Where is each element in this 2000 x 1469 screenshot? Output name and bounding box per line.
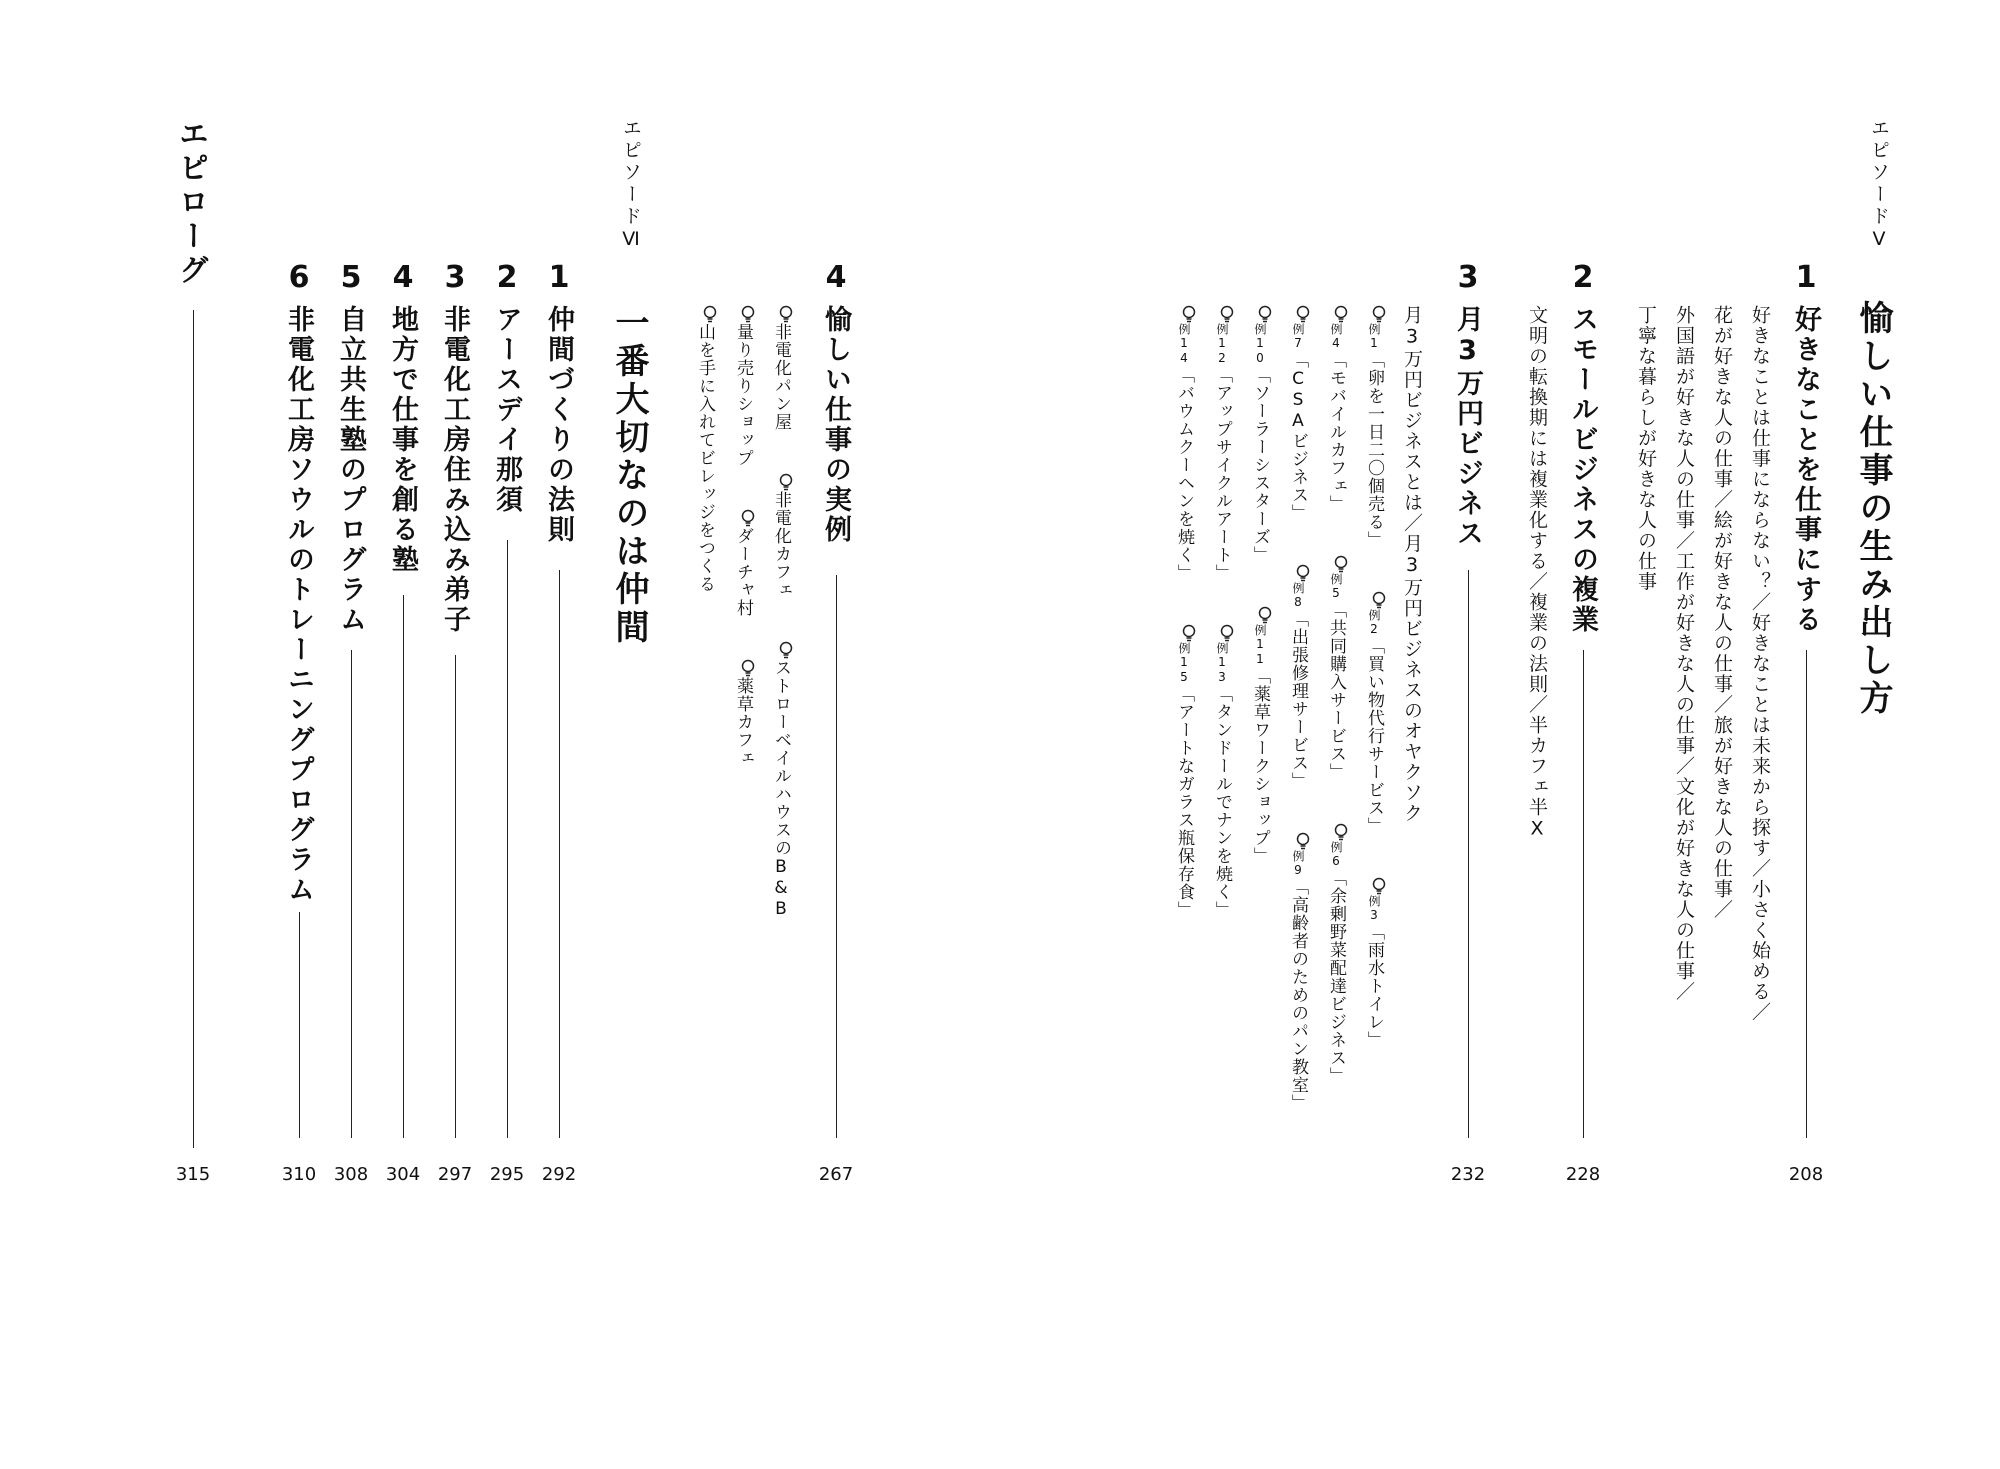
example-title: 「モバイルカフェ」 [1326, 351, 1346, 513]
ch2-line-1: 文明の転換期には複業化する／複業の法則／半カフェ半X [1526, 305, 1548, 841]
example-number: 例15 [1177, 642, 1191, 685]
example-title: 「余剰野菜配達ビジネス」 [1326, 869, 1346, 1085]
ep6-ch6-leader-line [299, 912, 300, 1138]
case-item [771, 641, 791, 920]
case-item [771, 305, 791, 431]
case-item-label: ダーチャ村 [733, 527, 753, 617]
ch1-line-4: 丁寧な暮らしが好きな人の仕事 [1635, 305, 1657, 592]
example-number: 例5 [1329, 573, 1343, 601]
example-1 [1364, 305, 1384, 549]
case-item [771, 473, 791, 599]
example-6 [1326, 823, 1346, 1085]
example-14 [1174, 305, 1194, 582]
ch3-page: 232 [1450, 1164, 1486, 1185]
ch2-title: スモールビジネスの複業 [1567, 305, 1598, 635]
ep6-ch4-leader-line [403, 595, 404, 1138]
lightbulb-icon [702, 305, 718, 323]
example-title: 「出張修理サービス」 [1288, 610, 1308, 790]
ch3-examples-col-6 [1175, 305, 1197, 919]
ep6-ch6-page: 310 [281, 1164, 317, 1185]
episode-6-label: エピソードⅥ [620, 118, 642, 253]
ch3-examples-col-4 [1251, 305, 1273, 865]
example-12 [1212, 305, 1232, 582]
lightbulb-icon [778, 305, 794, 323]
example-title: 「アップサイクルアート」 [1212, 366, 1232, 582]
episode-6-title: 一番大切なのは仲間 [609, 305, 649, 647]
lightbulb-icon [1181, 305, 1197, 323]
example-number: 例7 [1291, 323, 1305, 351]
example-number: 例2 [1367, 609, 1381, 637]
ep6-ch1-page: 292 [541, 1164, 577, 1185]
ep6-ch1-number: 1 [548, 260, 570, 295]
ep6-ch5-title: 自立共生塾のプログラム [335, 305, 366, 635]
example-title: 「タンドールでナンを焼く」 [1212, 685, 1232, 919]
example-title: 「買い物代行サービス」 [1364, 637, 1384, 835]
example-number: 例3 [1367, 895, 1381, 923]
ep6-ch3-leader-line [455, 655, 456, 1138]
ch4-leader-line [836, 575, 837, 1138]
ch4-items-col-3 [696, 305, 718, 593]
example-number: 例4 [1329, 323, 1343, 351]
ch4-page: 267 [818, 1164, 854, 1185]
ch4-title: 愉しい仕事の実例 [820, 305, 851, 545]
ch1-title: 好きなことを仕事にする [1790, 305, 1821, 635]
ep6-ch5-page: 308 [333, 1164, 369, 1185]
example-number: 例14 [1177, 323, 1191, 366]
example-title: 「共同購入サービス」 [1326, 601, 1346, 781]
lightbulb-icon [740, 509, 756, 527]
ch3-examples-col-5 [1213, 305, 1235, 919]
epilogue-title: エピローグ [173, 118, 208, 288]
ch1-leader-line [1806, 650, 1807, 1138]
ch1-line-2: 花が好きな人の仕事／絵が好きな人の仕事／旅が好きな人の仕事／ [1711, 305, 1733, 920]
example-number: 例8 [1291, 582, 1305, 610]
example-title: 「薬草ワークショップ」 [1250, 667, 1270, 865]
example-title: 「ソーラーシスターズ」 [1250, 366, 1270, 564]
ch3-leader-line [1468, 570, 1469, 1138]
epilogue-page: 315 [175, 1164, 211, 1185]
ch1-line-1: 好きなことは仕事にならない？／好きなことは未来から探す／小さく始める／ [1749, 305, 1771, 1023]
lightbulb-icon [1333, 555, 1349, 573]
ch3-title: 月3万円ビジネス [1452, 305, 1483, 549]
example-title: 「雨水トイレ」 [1364, 923, 1384, 1049]
epilogue-leader-line [193, 310, 194, 1148]
ep6-ch4-title: 地方で仕事を創る塾 [387, 305, 418, 575]
case-item-label: 山を手に入れてビレッジをつくる [695, 323, 715, 593]
episode-5-title: 愉しい仕事の生み出し方 [1853, 300, 1893, 718]
ch3-examples-col-2 [1327, 305, 1349, 1085]
ch2-number: 2 [1572, 260, 1594, 295]
lightbulb-icon [1371, 305, 1387, 323]
ep6-ch3-number: 3 [444, 260, 466, 295]
lightbulb-icon [1333, 823, 1349, 841]
ep6-ch1-title: 仲間づくりの法則 [543, 305, 574, 545]
lightbulb-icon [1295, 305, 1311, 323]
ep6-ch5-leader-line [351, 650, 352, 1138]
example-number: 例9 [1291, 850, 1305, 878]
example-2 [1364, 591, 1384, 835]
ep6-ch6-title: 非電化工房ソウルのトレーニングプログラム [283, 305, 314, 905]
ch4-items-col-2 [734, 305, 756, 767]
ch1-number: 1 [1795, 260, 1817, 295]
example-title: 「アートなガラス瓶保存食」 [1174, 685, 1194, 919]
ep6-ch4-page: 304 [385, 1164, 421, 1185]
ch3-intro: 月3万円ビジネスとは／月3万円ビジネスのオヤクソク [1401, 305, 1423, 824]
ch2-leader-line [1583, 650, 1584, 1138]
lightbulb-icon [1371, 591, 1387, 609]
case-item [695, 305, 715, 593]
case-item [733, 305, 753, 467]
ch3-number: 3 [1457, 260, 1479, 295]
ep6-ch3-title: 非電化工房住み込み弟子 [439, 305, 470, 635]
ep6-ch1-leader-line [559, 570, 560, 1138]
example-9 [1288, 832, 1308, 1112]
lightbulb-icon [778, 641, 794, 659]
lightbulb-icon [1371, 877, 1387, 895]
ep6-ch2-title: アースデイ那須 [491, 305, 522, 515]
example-15 [1174, 624, 1194, 919]
episode-5-label: エピソードⅤ [1868, 118, 1890, 253]
ep6-ch6-number: 6 [288, 260, 310, 295]
ch3-examples-col-1 [1365, 305, 1387, 1049]
case-item-label: ストローベイルハウスのB&B [771, 659, 791, 920]
lightbulb-icon [1295, 564, 1311, 582]
example-3 [1364, 877, 1384, 1049]
example-number: 例1 [1367, 323, 1381, 351]
ch1-line-3: 外国語が好きな人の仕事／工作が好きな人の仕事／文化が好きな人の仕事／ [1673, 305, 1695, 1002]
ep6-ch2-leader-line [507, 540, 508, 1138]
case-item [733, 659, 753, 767]
case-item-label: 非電化カフェ [771, 491, 791, 599]
ep6-ch2-page: 295 [489, 1164, 525, 1185]
ep6-ch3-page: 297 [437, 1164, 473, 1185]
example-4 [1326, 305, 1346, 513]
example-7 [1288, 305, 1308, 522]
example-number: 例13 [1215, 642, 1229, 685]
example-title: 「CSAビジネス」 [1288, 351, 1308, 522]
lightbulb-icon [1257, 606, 1273, 624]
ch4-number: 4 [825, 260, 847, 295]
example-10 [1250, 305, 1270, 564]
lightbulb-icon [1333, 305, 1349, 323]
example-title: 「卵を一日二〇個売る」 [1364, 351, 1384, 549]
example-11 [1250, 606, 1270, 865]
lightbulb-icon [740, 659, 756, 677]
example-5 [1326, 555, 1346, 781]
lightbulb-icon [1295, 832, 1311, 850]
example-title: 「バウムクーヘンを焼く」 [1174, 366, 1194, 582]
ep6-ch2-number: 2 [496, 260, 518, 295]
example-number: 例6 [1329, 841, 1343, 869]
lightbulb-icon [1219, 624, 1235, 642]
case-item [733, 509, 753, 617]
case-item-label: 量り売りショップ [733, 323, 753, 467]
ch4-items-col-1 [772, 305, 794, 920]
ch1-page: 208 [1788, 1164, 1824, 1185]
lightbulb-icon [740, 305, 756, 323]
ch2-page: 228 [1565, 1164, 1601, 1185]
example-number: 例12 [1215, 323, 1229, 366]
example-number: 例11 [1253, 624, 1267, 667]
lightbulb-icon [778, 473, 794, 491]
example-number: 例10 [1253, 323, 1267, 366]
case-item-label: 非電化パン屋 [771, 323, 791, 431]
ch3-examples-col-3 [1289, 305, 1311, 1112]
example-8 [1288, 564, 1308, 790]
ep6-ch5-number: 5 [340, 260, 362, 295]
case-item-label: 薬草カフェ [733, 677, 753, 767]
example-13 [1212, 624, 1232, 919]
lightbulb-icon [1257, 305, 1273, 323]
example-title: 「高齢者のためのパン教室」 [1288, 878, 1308, 1112]
lightbulb-icon [1219, 305, 1235, 323]
ep6-ch4-number: 4 [392, 260, 414, 295]
lightbulb-icon [1181, 624, 1197, 642]
